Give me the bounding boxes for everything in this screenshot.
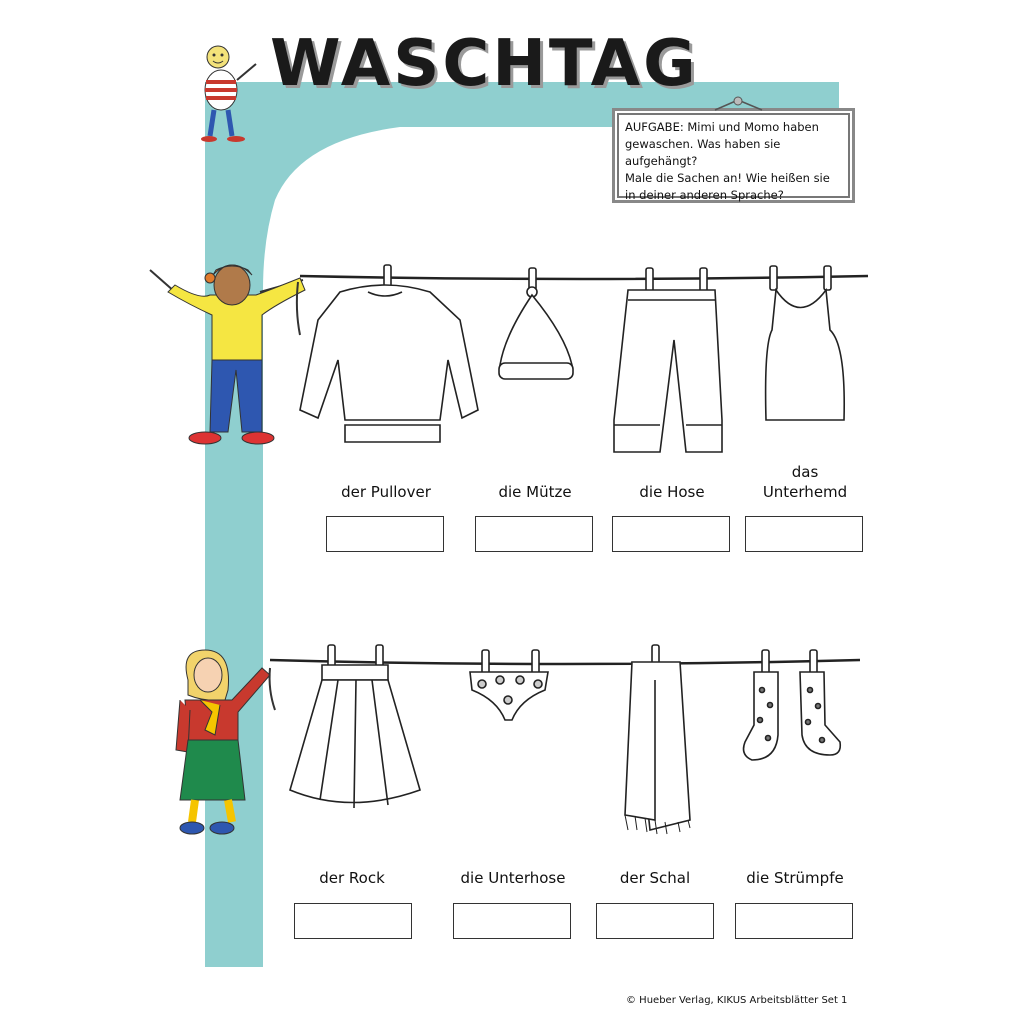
label-rock: der Rock <box>319 869 385 887</box>
copyright-footer: © Hueber Verlag, KIKUS Arbeitsblätter Set 1 <box>626 995 848 1006</box>
label-pullover: der Pullover <box>341 483 431 501</box>
task-line: Male die Sachen an! Wie heißen sie <box>625 171 830 185</box>
label-unterhose: die Unterhose <box>460 869 566 887</box>
task-line: gewaschen. Was haben sie aufgehängt? <box>625 137 781 168</box>
mascot-figure <box>201 46 256 142</box>
scarf-drawing <box>625 645 690 834</box>
task-line: AUFGABE: Mimi und Momo haben <box>625 120 819 134</box>
label-hose: die Hose <box>639 483 705 501</box>
clothesline-bottom <box>270 660 860 664</box>
socks-drawing <box>744 650 841 760</box>
answer-box-unterhose[interactable] <box>453 903 571 939</box>
label-unterhemd-noun: Unterhemd <box>762 483 848 501</box>
underpants-drawing <box>470 650 548 720</box>
answer-box-pullover[interactable] <box>326 516 444 552</box>
task-line: in deiner anderen Sprache? <box>625 188 784 202</box>
page-title: WASCHTAG <box>270 27 699 101</box>
answer-box-schal[interactable] <box>596 903 714 939</box>
label-struempfe: die Strümpfe <box>746 869 844 887</box>
trousers-drawing <box>614 268 722 452</box>
hat-drawing <box>499 268 573 379</box>
answer-box-rock[interactable] <box>294 903 412 939</box>
label-muetze: die Mütze <box>498 483 572 501</box>
label-unterhemd-article: das <box>791 463 819 481</box>
girl-figure <box>176 650 275 834</box>
answer-box-struempfe[interactable] <box>735 903 853 939</box>
label-schal: der Schal <box>619 869 691 887</box>
answer-box-unterhemd[interactable] <box>745 516 863 552</box>
skirt-drawing <box>290 645 420 808</box>
boy-figure <box>150 265 305 444</box>
undershirt-drawing <box>766 266 845 420</box>
label-unterhemd <box>745 462 865 502</box>
answer-box-muetze[interactable] <box>475 516 593 552</box>
pullover-drawing <box>300 265 478 442</box>
answer-box-hose[interactable] <box>612 516 730 552</box>
